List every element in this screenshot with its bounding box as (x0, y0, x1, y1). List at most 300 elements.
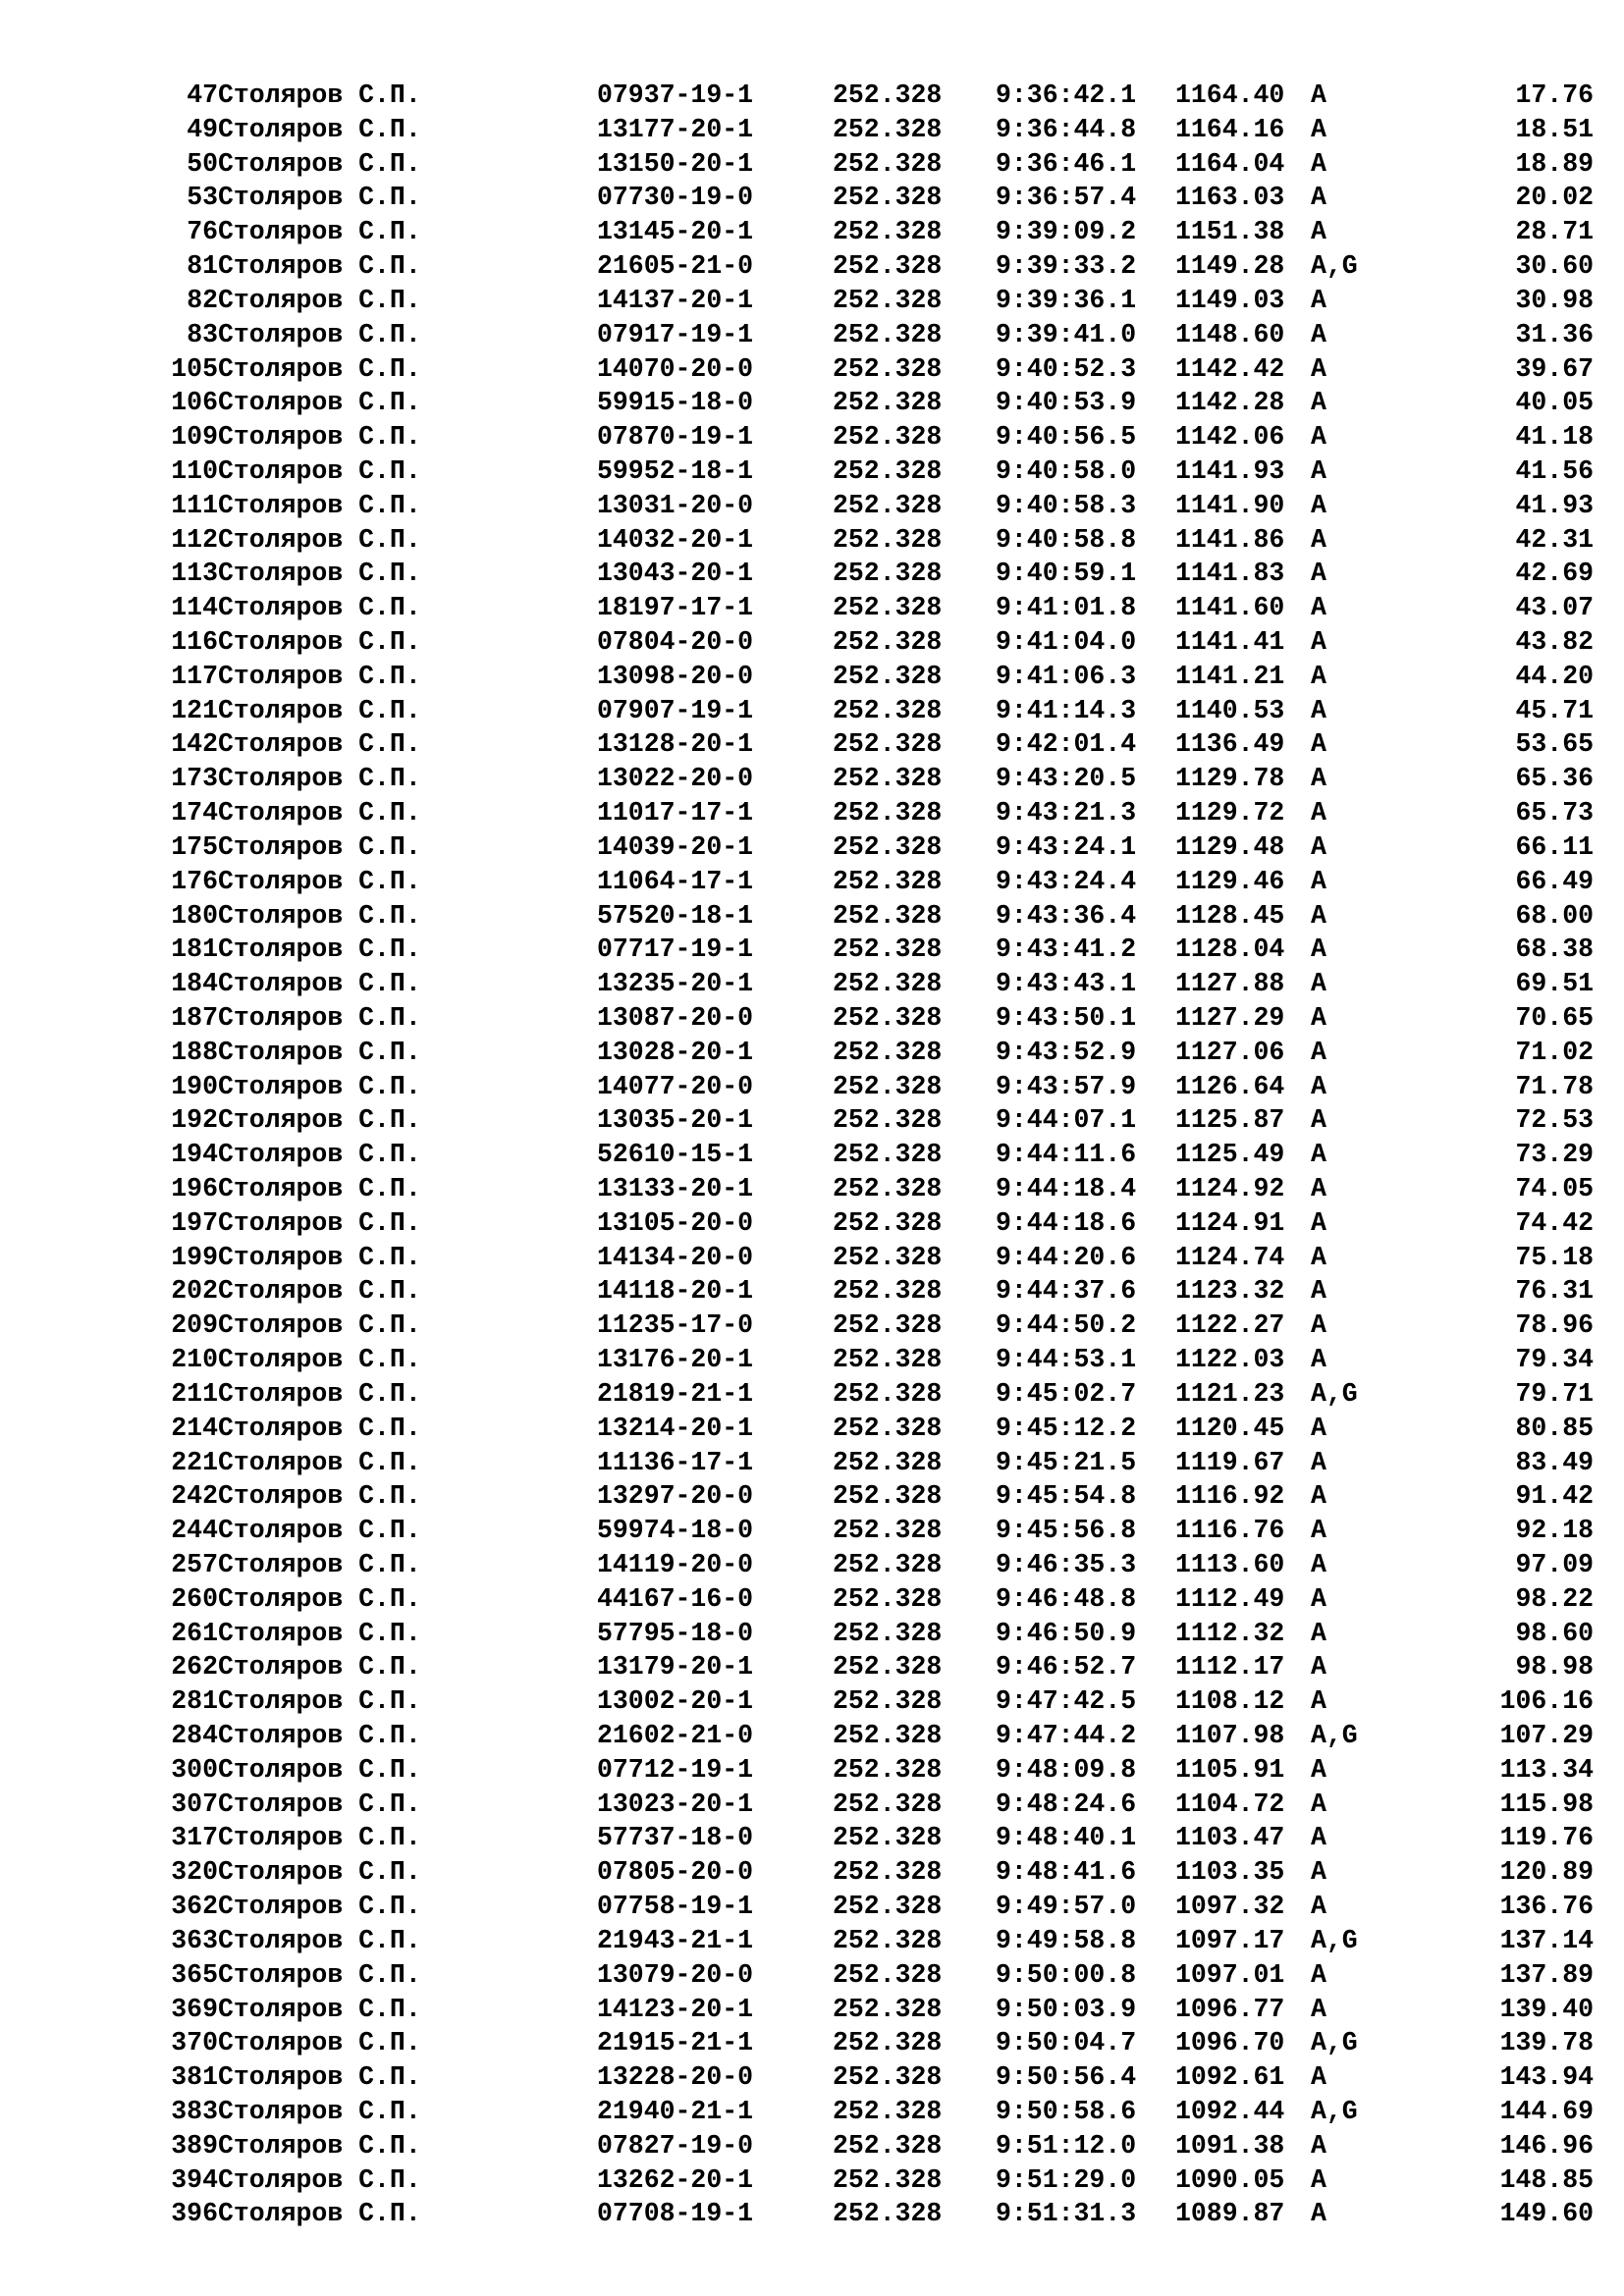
name-cell: Столяров С.П. (218, 1721, 421, 1750)
table-row (0, 1446, 1624, 1480)
speed-cell: 1126.64 (1175, 1071, 1285, 1101)
arrival-time-cell: 9:50:58.6 (996, 2096, 1137, 2126)
place-cell: 362 (171, 1892, 218, 1922)
flag-cell: A (1311, 285, 1326, 315)
place-cell: 381 (171, 2062, 218, 2093)
distance-cell: 252.328 (833, 798, 943, 828)
flag-cell: A (1311, 455, 1326, 486)
speed-cell: 1140.53 (1175, 695, 1285, 725)
distance-cell: 252.328 (833, 1721, 943, 1750)
distance-cell: 252.328 (833, 969, 943, 999)
table-row (0, 181, 1624, 215)
place-cell: 197 (171, 1207, 218, 1238)
name-cell: Столяров С.П. (218, 1618, 421, 1648)
name-cell: Столяров С.П. (218, 217, 421, 247)
distance-cell: 252.328 (833, 1276, 943, 1307)
speed-cell: 1097.01 (1175, 1959, 1285, 1990)
flag-cell: A (1311, 2130, 1326, 2161)
ring-number-cell: 13035-20-1 (597, 1105, 754, 1136)
points-cell: 106.16 (1499, 1686, 1594, 1717)
name-cell: Столяров С.П. (218, 114, 421, 144)
name-cell: Столяров С.П. (218, 1754, 421, 1785)
name-cell: Столяров С.П. (218, 764, 421, 794)
points-cell: 136.76 (1499, 1892, 1594, 1922)
flag-cell: A (1311, 1481, 1326, 1512)
speed-cell: 1104.72 (1175, 1789, 1285, 1819)
points-cell: 66.49 (1515, 866, 1594, 896)
name-cell: Столяров С.П. (218, 1071, 421, 1101)
ring-number-cell: 11017-17-1 (597, 798, 754, 828)
flag-cell: A (1311, 1857, 1326, 1888)
table-row (0, 591, 1624, 625)
points-cell: 43.82 (1515, 627, 1594, 657)
name-cell: Столяров С.П. (218, 1857, 421, 1888)
table-row (0, 1070, 1624, 1104)
flag-cell: A (1311, 1310, 1326, 1341)
name-cell: Столяров С.П. (218, 2199, 421, 2229)
arrival-time-cell: 9:48:24.6 (996, 1789, 1137, 1819)
place-cell: 214 (171, 1413, 218, 1443)
points-cell: 68.00 (1515, 900, 1594, 931)
points-cell: 79.34 (1515, 1345, 1594, 1375)
table-row (0, 1172, 1624, 1206)
speed-cell: 1090.05 (1175, 2164, 1285, 2195)
table-row (0, 1308, 1624, 1343)
table-row (0, 1206, 1624, 1241)
distance-cell: 252.328 (833, 2096, 943, 2126)
speed-cell: 1142.42 (1175, 353, 1285, 384)
arrival-time-cell: 9:44:20.6 (996, 1242, 1137, 1272)
points-cell: 66.11 (1515, 831, 1594, 862)
arrival-time-cell: 9:39:09.2 (996, 217, 1137, 247)
ring-number-cell: 07917-19-1 (597, 319, 754, 349)
flag-cell: A (1311, 1516, 1326, 1546)
points-cell: 70.65 (1515, 1002, 1594, 1033)
flag-cell: A (1311, 80, 1326, 110)
speed-cell: 1141.90 (1175, 490, 1285, 520)
name-cell: Столяров С.П. (218, 285, 421, 315)
ring-number-cell: 11235-17-0 (597, 1310, 754, 1341)
points-cell: 28.71 (1515, 217, 1594, 247)
flag-cell: A (1311, 2164, 1326, 2195)
place-cell: 281 (171, 1686, 218, 1717)
ring-number-cell: 21943-21-1 (597, 1925, 754, 1955)
distance-cell: 252.328 (833, 1857, 943, 1888)
points-cell: 98.22 (1515, 1583, 1594, 1614)
table-row (0, 1343, 1624, 1377)
ring-number-cell: 13297-20-0 (597, 1481, 754, 1512)
points-cell: 78.96 (1515, 1310, 1594, 1341)
table-row (0, 2060, 1624, 2095)
place-cell: 174 (171, 798, 218, 828)
speed-cell: 1128.04 (1175, 934, 1285, 965)
points-cell: 119.76 (1499, 1823, 1594, 1853)
ring-number-cell: 13098-20-0 (597, 661, 754, 691)
points-cell: 98.98 (1515, 1652, 1594, 1682)
place-cell: 202 (171, 1276, 218, 1307)
distance-cell: 252.328 (833, 1378, 943, 1409)
name-cell: Столяров С.П. (218, 1583, 421, 1614)
ring-number-cell: 21602-21-0 (597, 1721, 754, 1750)
ring-number-cell: 13043-20-1 (597, 559, 754, 589)
place-cell: 109 (171, 422, 218, 453)
arrival-time-cell: 9:48:09.8 (996, 1754, 1137, 1785)
ring-number-cell: 13179-20-1 (597, 1652, 754, 1682)
place-cell: 113 (171, 559, 218, 589)
table-row (0, 625, 1624, 660)
points-cell: 137.89 (1499, 1959, 1594, 1990)
distance-cell: 252.328 (833, 2062, 943, 2093)
distance-cell: 252.328 (833, 593, 943, 623)
distance-cell: 252.328 (833, 627, 943, 657)
table-row (0, 660, 1624, 694)
speed-cell: 1122.03 (1175, 1345, 1285, 1375)
speed-cell: 1164.40 (1175, 80, 1285, 110)
speed-cell: 1092.44 (1175, 2096, 1285, 2126)
ring-number-cell: 14032-20-1 (597, 524, 754, 555)
flag-cell: A (1311, 1959, 1326, 1990)
place-cell: 320 (171, 1857, 218, 1888)
speed-cell: 1119.67 (1175, 1447, 1285, 1477)
ring-number-cell: 13105-20-0 (597, 1207, 754, 1238)
ring-number-cell: 11136-17-1 (597, 1447, 754, 1477)
speed-cell: 1113.60 (1175, 1549, 1285, 1579)
name-cell: Столяров С.П. (218, 729, 421, 760)
ring-number-cell: 07937-19-1 (597, 80, 754, 110)
points-cell: 73.29 (1515, 1140, 1594, 1170)
table-row (0, 1855, 1624, 1890)
name-cell: Столяров С.П. (218, 695, 421, 725)
name-cell: Столяров С.П. (218, 559, 421, 589)
name-cell: Столяров С.П. (218, 1516, 421, 1546)
speed-cell: 1141.86 (1175, 524, 1285, 555)
place-cell: 365 (171, 1959, 218, 1990)
name-cell: Столяров С.П. (218, 1823, 421, 1853)
arrival-time-cell: 9:44:11.6 (996, 1140, 1137, 1170)
ring-number-cell: 13022-20-0 (597, 764, 754, 794)
table-row (0, 1890, 1624, 1924)
ring-number-cell: 14137-20-1 (597, 285, 754, 315)
table-row (0, 830, 1624, 865)
distance-cell: 252.328 (833, 1345, 943, 1375)
place-cell: 383 (171, 2096, 218, 2126)
ring-number-cell: 13031-20-0 (597, 490, 754, 520)
name-cell: Столяров С.П. (218, 1037, 421, 1067)
table-row (0, 1684, 1624, 1719)
distance-cell: 252.328 (833, 695, 943, 725)
ring-number-cell: 18197-17-1 (597, 593, 754, 623)
table-row (0, 284, 1624, 318)
points-cell: 42.69 (1515, 559, 1594, 589)
ring-number-cell: 07717-19-1 (597, 934, 754, 965)
table-row (0, 1377, 1624, 1412)
speed-cell: 1112.49 (1175, 1583, 1285, 1614)
distance-cell: 252.328 (833, 1652, 943, 1682)
place-cell: 261 (171, 1618, 218, 1648)
ring-number-cell: 14077-20-0 (597, 1071, 754, 1101)
arrival-time-cell: 9:44:07.1 (996, 1105, 1137, 1136)
arrival-time-cell: 9:45:02.7 (996, 1378, 1137, 1409)
flag-cell: A (1311, 593, 1326, 623)
speed-cell: 1125.87 (1175, 1105, 1285, 1136)
table-row (0, 1993, 1624, 2027)
arrival-time-cell: 9:48:40.1 (996, 1823, 1137, 1853)
distance-cell: 252.328 (833, 1242, 943, 1272)
points-cell: 18.51 (1515, 114, 1594, 144)
ring-number-cell: 57737-18-0 (597, 1823, 754, 1853)
place-cell: 116 (171, 627, 218, 657)
place-cell: 181 (171, 934, 218, 965)
flag-cell: A (1311, 1174, 1326, 1203)
points-cell: 97.09 (1515, 1549, 1594, 1579)
arrival-time-cell: 9:43:41.2 (996, 934, 1137, 965)
name-cell: Столяров С.П. (218, 2062, 421, 2093)
flag-cell: A (1311, 627, 1326, 657)
flag-cell: A (1311, 798, 1326, 828)
flag-cell: A (1311, 1207, 1326, 1238)
speed-cell: 1123.32 (1175, 1276, 1285, 1307)
speed-cell: 1127.88 (1175, 969, 1285, 999)
ring-number-cell: 14119-20-0 (597, 1549, 754, 1579)
distance-cell: 252.328 (833, 455, 943, 486)
arrival-time-cell: 9:45:54.8 (996, 1481, 1137, 1512)
place-cell: 190 (171, 1071, 218, 1101)
ring-number-cell: 14123-20-1 (597, 1994, 754, 2024)
arrival-time-cell: 9:41:14.3 (996, 695, 1137, 725)
ring-number-cell: 57795-18-0 (597, 1618, 754, 1648)
arrival-time-cell: 9:39:33.2 (996, 251, 1137, 282)
table-row (0, 2163, 1624, 2198)
place-cell: 117 (171, 661, 218, 691)
speed-cell: 1112.17 (1175, 1652, 1285, 1682)
points-cell: 148.85 (1499, 2164, 1594, 2195)
flag-cell: A (1311, 1549, 1326, 1579)
flag-cell: A (1311, 729, 1326, 760)
arrival-time-cell: 9:43:24.1 (996, 831, 1137, 862)
table-row (0, 762, 1624, 796)
distance-cell: 252.328 (833, 148, 943, 179)
flag-cell: A (1311, 422, 1326, 453)
flag-cell: A (1311, 559, 1326, 589)
place-cell: 210 (171, 1345, 218, 1375)
ring-number-cell: 07805-20-0 (597, 1857, 754, 1888)
speed-cell: 1149.28 (1175, 251, 1285, 282)
flag-cell: A,G (1311, 2028, 1358, 2058)
arrival-time-cell: 9:48:41.6 (996, 1857, 1137, 1888)
table-row (0, 352, 1624, 387)
place-cell: 110 (171, 455, 218, 486)
flag-cell: A (1311, 2199, 1326, 2229)
speed-cell: 1125.49 (1175, 1140, 1285, 1170)
place-cell: 121 (171, 695, 218, 725)
place-cell: 53 (187, 183, 218, 213)
flag-cell: A (1311, 148, 1326, 179)
name-cell: Столяров С.П. (218, 969, 421, 999)
ring-number-cell: 07827-19-0 (597, 2130, 754, 2161)
arrival-time-cell: 9:36:44.8 (996, 114, 1137, 144)
distance-cell: 252.328 (833, 1789, 943, 1819)
speed-cell: 1116.92 (1175, 1481, 1285, 1512)
place-cell: 363 (171, 1925, 218, 1955)
points-cell: 74.42 (1515, 1207, 1594, 1238)
name-cell: Столяров С.П. (218, 1447, 421, 1477)
points-cell: 80.85 (1515, 1413, 1594, 1443)
points-cell: 30.98 (1515, 285, 1594, 315)
speed-cell: 1141.60 (1175, 593, 1285, 623)
points-cell: 69.51 (1515, 969, 1594, 999)
name-cell: Столяров С.П. (218, 1481, 421, 1512)
table-row (0, 147, 1624, 182)
place-cell: 50 (187, 148, 218, 179)
points-cell: 65.73 (1515, 798, 1594, 828)
place-cell: 175 (171, 831, 218, 862)
points-cell: 40.05 (1515, 388, 1594, 418)
arrival-time-cell: 9:51:29.0 (996, 2164, 1137, 2195)
ring-number-cell: 11064-17-1 (597, 866, 754, 896)
arrival-time-cell: 9:50:04.7 (996, 2028, 1137, 2058)
arrival-time-cell: 9:50:03.9 (996, 1994, 1137, 2024)
distance-cell: 252.328 (833, 764, 943, 794)
distance-cell: 252.328 (833, 114, 943, 144)
ring-number-cell: 14134-20-0 (597, 1242, 754, 1272)
ring-number-cell: 59952-18-1 (597, 455, 754, 486)
arrival-time-cell: 9:45:21.5 (996, 1447, 1137, 1477)
ring-number-cell: 13177-20-1 (597, 114, 754, 144)
speed-cell: 1127.06 (1175, 1037, 1285, 1067)
distance-cell: 252.328 (833, 285, 943, 315)
place-cell: 76 (187, 217, 218, 247)
ring-number-cell: 13262-20-1 (597, 2164, 754, 2195)
distance-cell: 252.328 (833, 1959, 943, 1990)
arrival-time-cell: 9:36:57.4 (996, 183, 1137, 213)
arrival-time-cell: 9:43:36.4 (996, 900, 1137, 931)
distance-cell: 252.328 (833, 1447, 943, 1477)
points-cell: 92.18 (1515, 1516, 1594, 1546)
distance-cell: 252.328 (833, 1037, 943, 1067)
distance-cell: 252.328 (833, 388, 943, 418)
ring-number-cell: 07712-19-1 (597, 1754, 754, 1785)
table-row (0, 79, 1624, 113)
ring-number-cell: 07708-19-1 (597, 2199, 754, 2229)
table-row (0, 899, 1624, 934)
flag-cell: A (1311, 1037, 1326, 1067)
points-cell: 72.53 (1515, 1105, 1594, 1136)
flag-cell: A (1311, 1345, 1326, 1375)
name-cell: Столяров С.П. (218, 2164, 421, 2195)
place-cell: 257 (171, 1549, 218, 1579)
flag-cell: A (1311, 900, 1326, 931)
flag-cell: A (1311, 1071, 1326, 1101)
flag-cell: A (1311, 1242, 1326, 1272)
name-cell: Столяров С.П. (218, 183, 421, 213)
table-row (0, 1138, 1624, 1172)
distance-cell: 252.328 (833, 1516, 943, 1546)
name-cell: Столяров С.П. (218, 798, 421, 828)
points-cell: 71.02 (1515, 1037, 1594, 1067)
place-cell: 196 (171, 1174, 218, 1203)
flag-cell: A (1311, 1994, 1326, 2024)
speed-cell: 1148.60 (1175, 319, 1285, 349)
name-cell: Столяров С.П. (218, 148, 421, 179)
distance-cell: 252.328 (833, 1310, 943, 1341)
table-row (0, 2026, 1624, 2060)
results-table (0, 79, 1624, 2231)
flag-cell: A (1311, 1105, 1326, 1136)
distance-cell: 252.328 (833, 1686, 943, 1717)
speed-cell: 1091.38 (1175, 2130, 1285, 2161)
distance-cell: 252.328 (833, 1105, 943, 1136)
name-cell: Столяров С.П. (218, 1105, 421, 1136)
speed-cell: 1096.77 (1175, 1994, 1285, 2024)
flag-cell: A (1311, 353, 1326, 384)
speed-cell: 1164.04 (1175, 148, 1285, 179)
ring-number-cell: 07730-19-0 (597, 183, 754, 213)
table-row (0, 727, 1624, 762)
flag-cell: A (1311, 866, 1326, 896)
table-row (0, 1001, 1624, 1036)
arrival-time-cell: 9:40:56.5 (996, 422, 1137, 453)
points-cell: 149.60 (1499, 2199, 1594, 2229)
place-cell: 112 (171, 524, 218, 555)
arrival-time-cell: 9:47:42.5 (996, 1686, 1137, 1717)
flag-cell: A (1311, 114, 1326, 144)
ring-number-cell: 59915-18-0 (597, 388, 754, 418)
name-cell: Столяров С.П. (218, 455, 421, 486)
ring-number-cell: 21915-21-1 (597, 2028, 754, 2058)
place-cell: 260 (171, 1583, 218, 1614)
place-cell: 81 (187, 251, 218, 282)
table-row (0, 318, 1624, 352)
name-cell: Столяров С.П. (218, 593, 421, 623)
place-cell: 142 (171, 729, 218, 760)
flag-cell: A (1311, 1276, 1326, 1307)
speed-cell: 1103.47 (1175, 1823, 1285, 1853)
distance-cell: 252.328 (833, 1754, 943, 1785)
arrival-time-cell: 9:43:52.9 (996, 1037, 1137, 1067)
points-cell: 39.67 (1515, 353, 1594, 384)
distance-cell: 252.328 (833, 1174, 943, 1203)
flag-cell: A (1311, 1002, 1326, 1033)
table-row (0, 454, 1624, 489)
distance-cell: 252.328 (833, 1618, 943, 1648)
ring-number-cell: 14118-20-1 (597, 1276, 754, 1307)
place-cell: 192 (171, 1105, 218, 1136)
ring-number-cell: 13079-20-0 (597, 1959, 754, 1990)
place-cell: 47 (187, 80, 218, 110)
points-cell: 83.49 (1515, 1447, 1594, 1477)
distance-cell: 252.328 (833, 524, 943, 555)
flag-cell: A (1311, 319, 1326, 349)
ring-number-cell: 07907-19-1 (597, 695, 754, 725)
distance-cell: 252.328 (833, 319, 943, 349)
ring-number-cell: 13133-20-1 (597, 1174, 754, 1203)
table-row (0, 1753, 1624, 1788)
speed-cell: 1116.76 (1175, 1516, 1285, 1546)
arrival-time-cell: 9:46:35.3 (996, 1549, 1137, 1579)
flag-cell: A (1311, 1583, 1326, 1614)
distance-cell: 252.328 (833, 251, 943, 282)
speed-cell: 1163.03 (1175, 183, 1285, 213)
name-cell: Столяров С.П. (218, 1892, 421, 1922)
place-cell: 389 (171, 2130, 218, 2161)
arrival-time-cell: 9:40:52.3 (996, 353, 1137, 384)
speed-cell: 1151.38 (1175, 217, 1285, 247)
flag-cell: A (1311, 1789, 1326, 1819)
speed-cell: 1105.91 (1175, 1754, 1285, 1785)
arrival-time-cell: 9:43:24.4 (996, 866, 1137, 896)
distance-cell: 252.328 (833, 1549, 943, 1579)
arrival-time-cell: 9:43:50.1 (996, 1002, 1137, 1033)
